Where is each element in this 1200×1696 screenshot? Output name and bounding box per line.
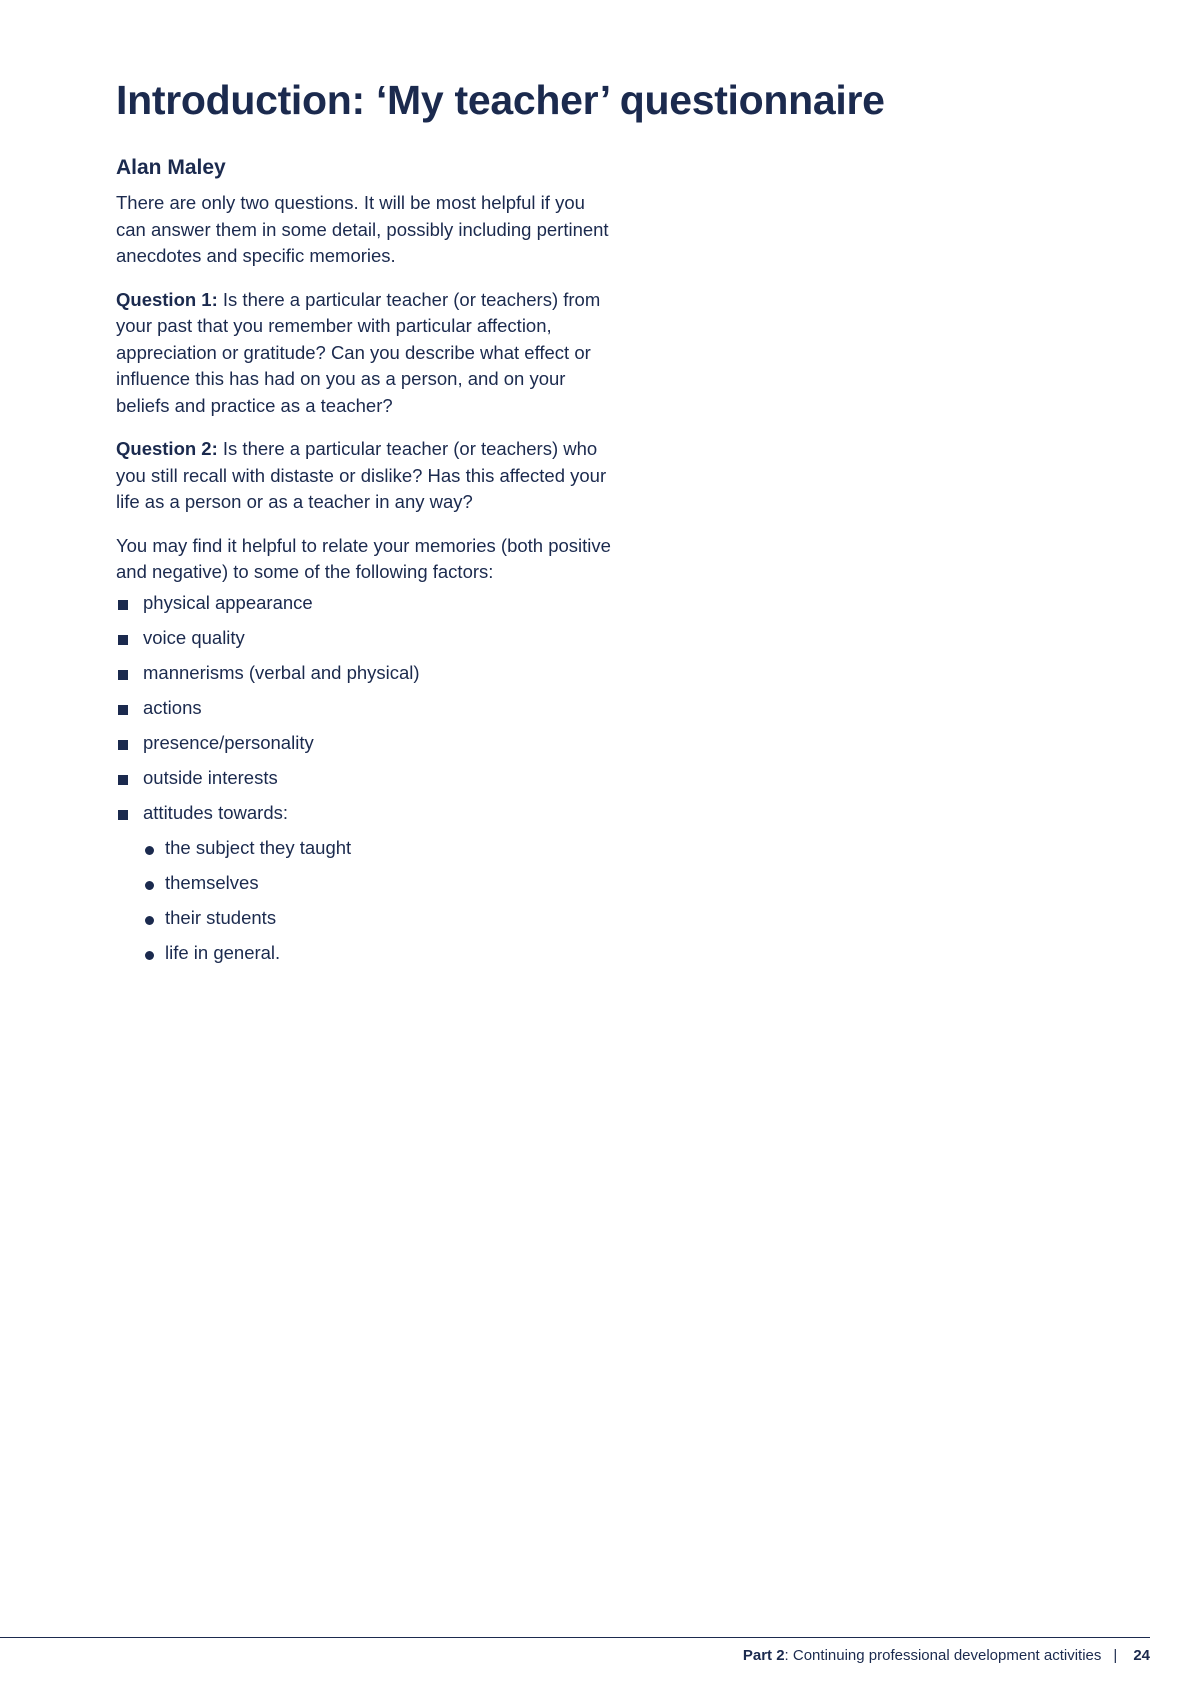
factor-item: voice quality <box>116 625 616 652</box>
factor-item-attitudes <box>116 800 616 967</box>
footer-part: Part 2 <box>742 1647 785 1664</box>
question-2-label: Question 2: <box>116 438 218 459</box>
factor-item: physical appearance <box>116 590 616 617</box>
question-1-text: Is there a particular teacher (or teachers) from your past that you remember with particular affection, appreciation or gratitude? Can you describe what effect or influence this has had on you as a person, and on your beliefs and practice as a teacher? <box>116 288 601 416</box>
question-2 <box>116 436 616 516</box>
page-title: Introduction: ‘My teacher’ questionnaire <box>116 77 885 123</box>
factors-list <box>116 590 616 967</box>
question-1-label: Question 1: <box>116 288 218 310</box>
attitude-item: life in general. <box>143 940 616 967</box>
factor-item: presence/personality <box>116 730 616 757</box>
factor-item-label: attitudes towards: <box>143 801 288 823</box>
question-1 <box>116 287 616 420</box>
factor-item: mannerisms (verbal and physical) <box>116 660 616 687</box>
intro-paragraph: There are only two questions. It will be most helpful if you can answer them in some detail, possibly including pertinent anecdotes and specific memories. <box>116 192 609 266</box>
factors-intro: You may find it helpful to relate your memories (both positive and negative) to some of the following factors: <box>116 534 611 582</box>
author-name: Alan Maley <box>116 156 226 179</box>
attitudes-list <box>143 835 616 967</box>
factor-item: outside interests <box>116 765 616 792</box>
footer-section: : Continuing professional development activities <box>784 1647 1102 1664</box>
attitude-item: themselves <box>143 870 616 897</box>
footer-divider <box>0 1637 1150 1638</box>
question-2-text: Is there a particular teacher (or teachers) who you still recall with distaste or dislike? Has this affected your life as a person or as a teacher in any way? <box>116 438 607 512</box>
footer-separator: | <box>1113 1647 1118 1664</box>
page-number: 24 <box>1133 1647 1150 1664</box>
attitude-item: the subject they taught <box>143 835 616 862</box>
main-content <box>116 190 616 975</box>
page-footer <box>743 1647 1150 1664</box>
attitude-item: their students <box>143 905 616 932</box>
factor-item: actions <box>116 695 616 722</box>
